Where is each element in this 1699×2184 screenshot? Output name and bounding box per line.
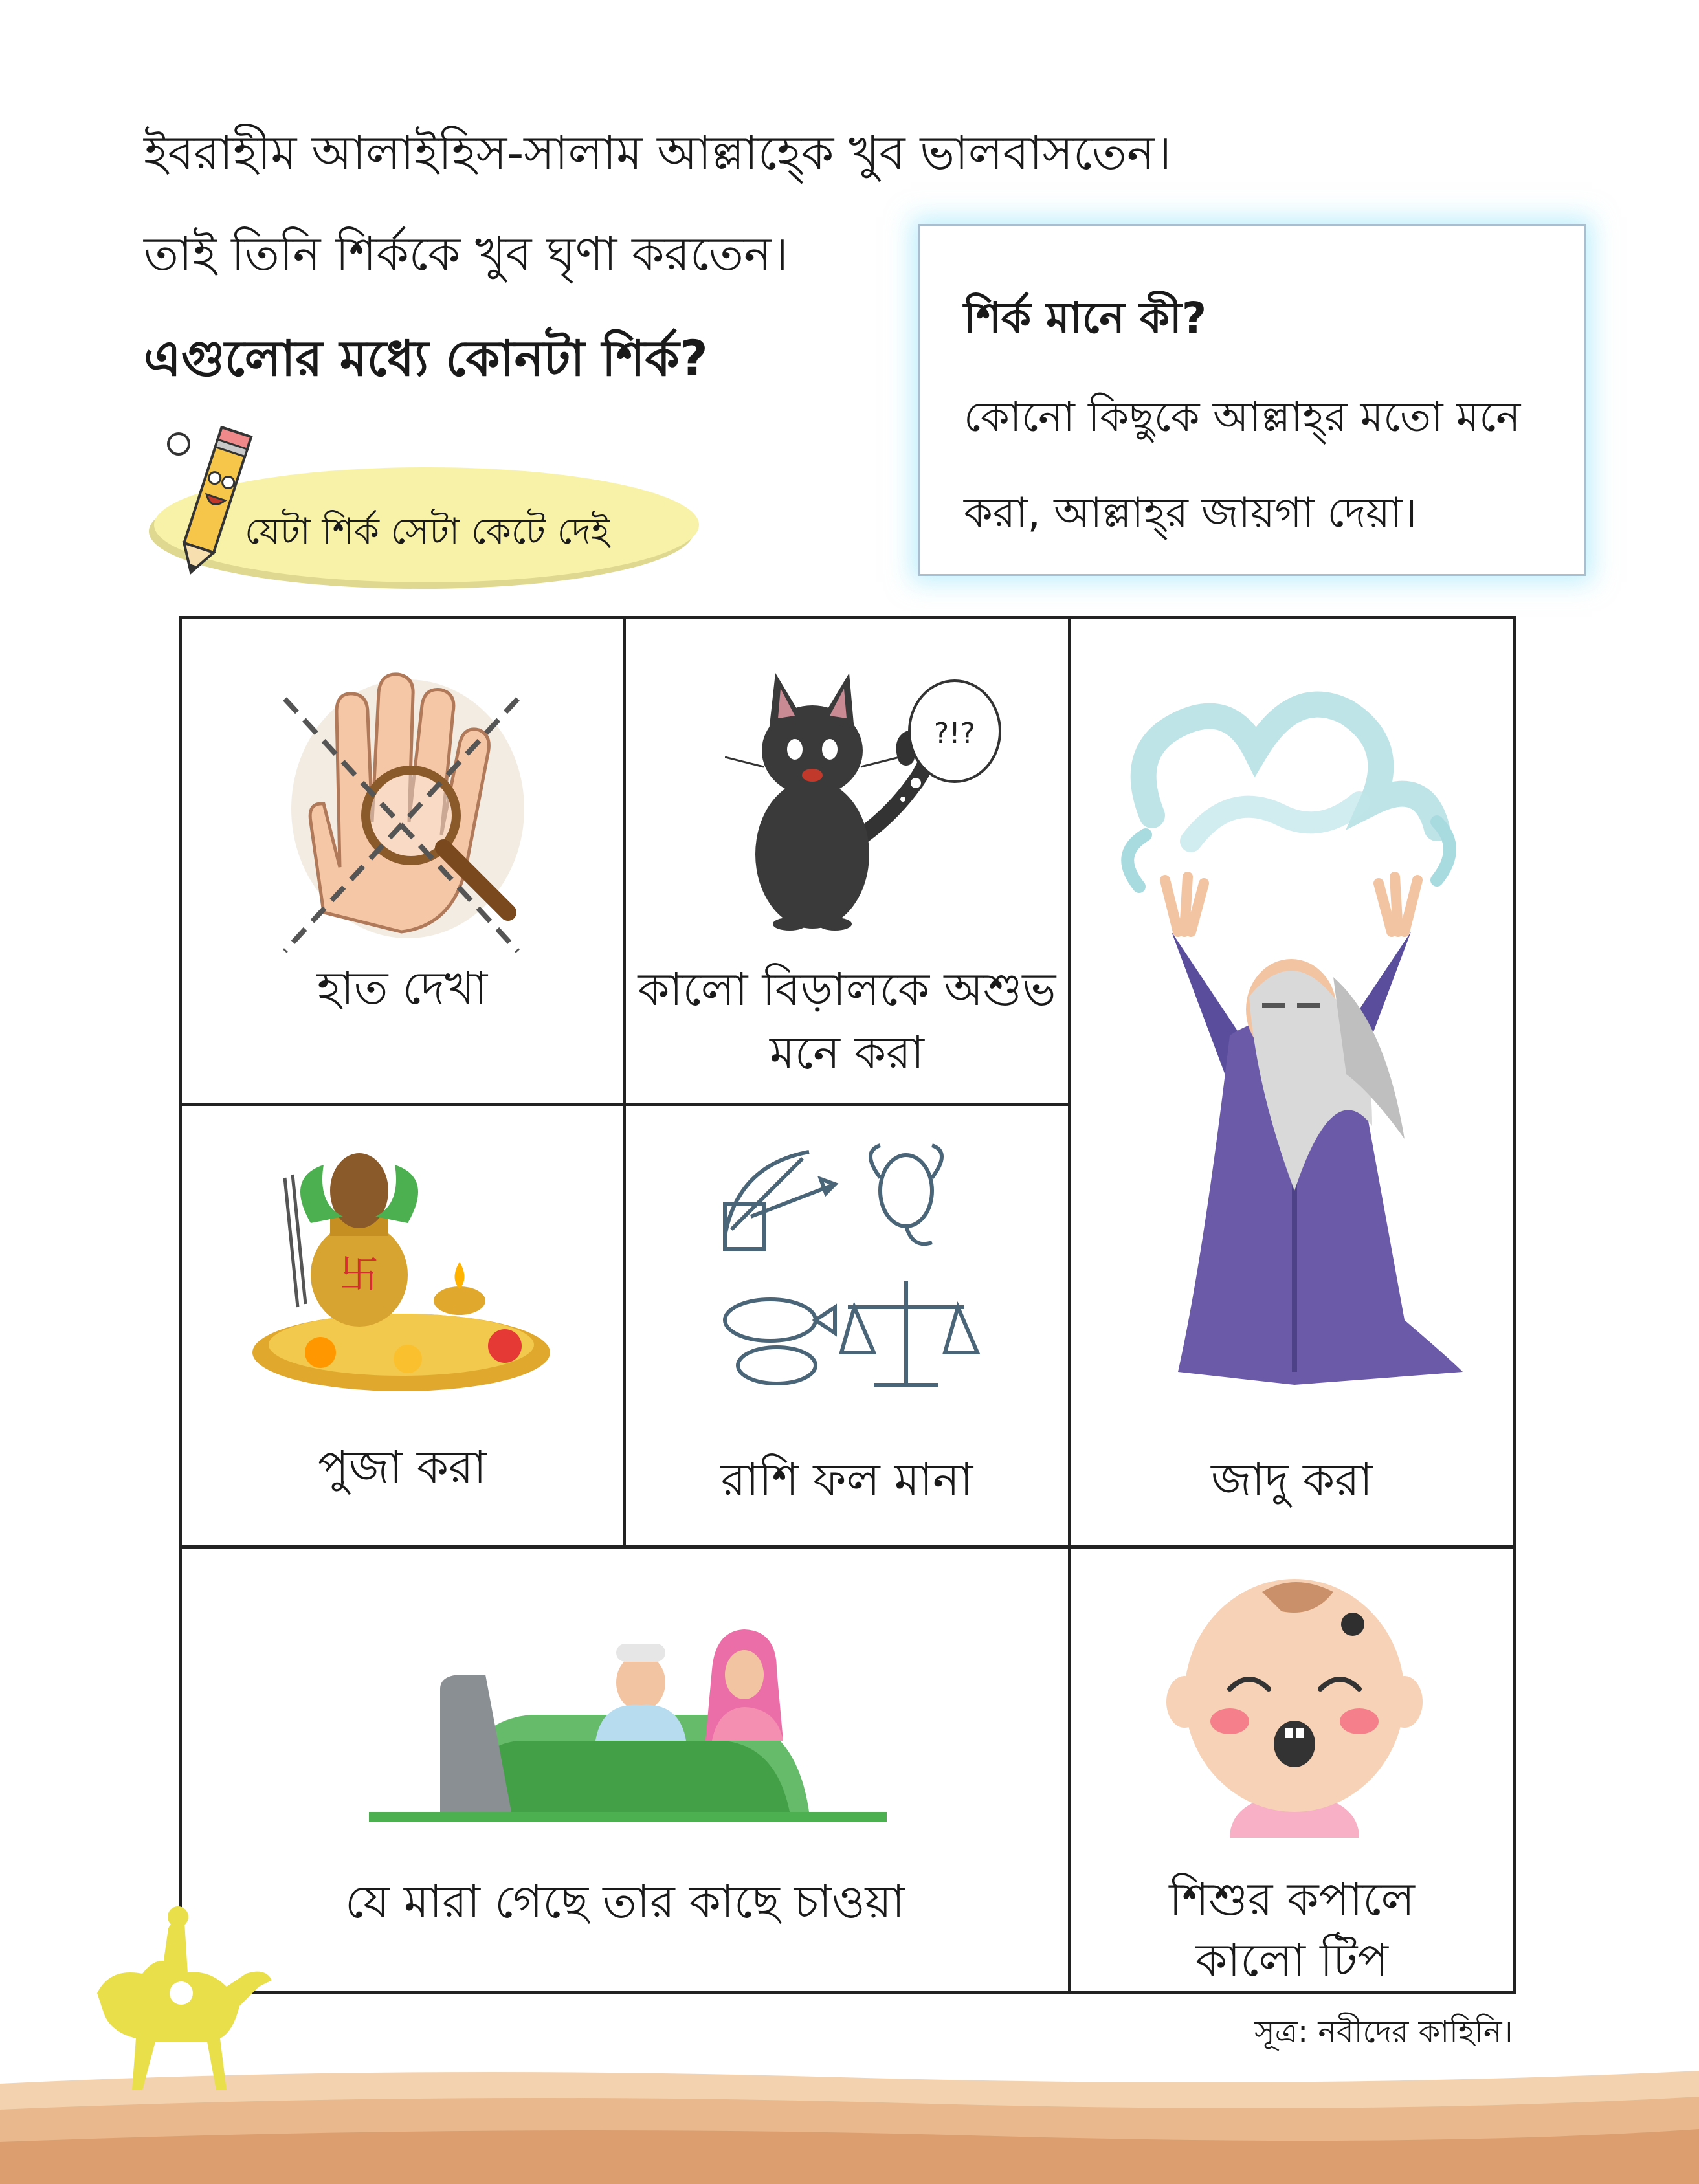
cell-label-baby-tip-1: শিশুর কপালে [1169, 1873, 1415, 1926]
cell-label-baby-tip-2: কালো টিপ [1195, 1934, 1388, 1987]
grid-divider-h1 [179, 1103, 1071, 1106]
wizard-icon [1100, 673, 1489, 1437]
couple-at-grave-icon [362, 1598, 893, 1831]
baby-black-dot-icon [1159, 1566, 1430, 1838]
grid-border-top [179, 616, 1516, 619]
instruction-text: যেটা শির্ক সেটা কেটে দেই [245, 511, 610, 553]
black-cat-icon [725, 660, 1003, 932]
source-note: সূত্র: নবীদের কাহিনি। [1254, 2014, 1513, 2050]
definition-body: কোনো কিছুকে আল্লাহ্‌র মতো মনে করা, আল্লাহ্‌র জায়গা দেয়া। [964, 393, 1521, 537]
crossed-out-palm-magnifier-icon [272, 654, 531, 964]
grid-divider-h2 [179, 1545, 1516, 1549]
pencil-mascot-icon [159, 414, 269, 582]
zodiac-signs-icon [712, 1139, 984, 1398]
definition-box [918, 224, 1586, 576]
svg-text:卐: 卐 [340, 1252, 379, 1297]
cell-label-zodiac: রাশি ফল মানা [720, 1453, 973, 1506]
question-heading: এগুলোর মধ্যে কোনটা শির্ক? [144, 329, 708, 387]
camel-rider-icon [71, 1903, 285, 2097]
cell-label-grave: যে মারা গেছে তার কাছে চাওয়া [344, 1875, 905, 1928]
grid-border-bottom [179, 1991, 1516, 1994]
cell-label-black-cat-1: কালো বিড়ালকে অশুভ [638, 963, 1056, 1016]
cell-label-magic: জাদু করা [1211, 1453, 1373, 1506]
intro-line-2: তাই তিনি শির্ককে খুব ঘৃণা করতেন। [144, 226, 788, 281]
grid-border-right [1513, 616, 1516, 1994]
cell-label-black-cat-2: মনে করা [770, 1026, 924, 1079]
definition-title: শির্ক মানে কী? [964, 293, 1207, 343]
cat-bubble-text: ?!? [933, 717, 976, 750]
cell-label-worship: পুজা করা [318, 1440, 487, 1494]
grid-divider-v2 [1068, 616, 1071, 1994]
grid-border-left [179, 616, 182, 1994]
puja-plate-icon [246, 1139, 557, 1398]
cell-label-palm-reading: হাত দেখা [316, 962, 488, 1015]
intro-line-1: ইবরাহীম আলাইহিস-সালাম আল্লাহ্কে খুব ভালবাসতেন। [144, 126, 1172, 180]
